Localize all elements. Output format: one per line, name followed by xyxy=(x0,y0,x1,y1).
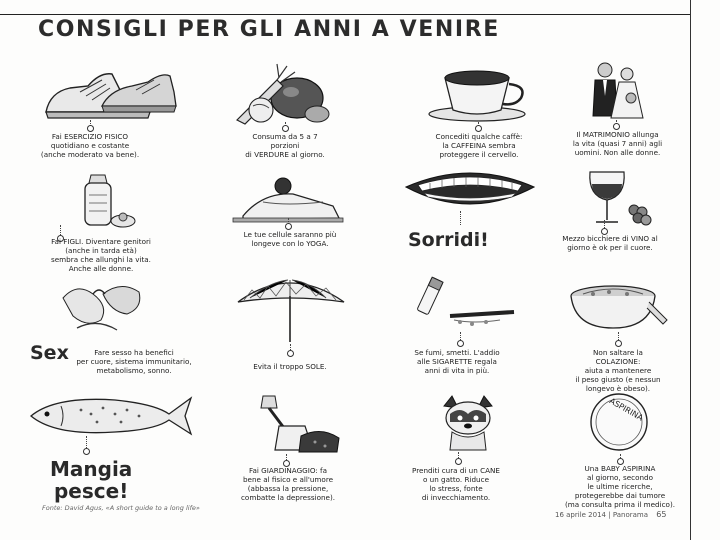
footer-separator: | xyxy=(608,511,611,519)
tip-yoga xyxy=(210,172,370,272)
tip-caption: Fai GIARDINAGGIO: fa bene al fisico e all'umore (abbassa la pressione, combatte la depressione). xyxy=(240,466,336,502)
wedding-couple-icon xyxy=(581,60,651,124)
pointer-dot xyxy=(457,340,464,347)
top-rule xyxy=(0,14,690,15)
tip-headline: Sorridi! xyxy=(408,229,489,251)
tip-vegetables xyxy=(205,62,365,162)
tip-caption: Fai ESERCIZIO FISICO quotidiano e costante (anche moderato va bene). xyxy=(40,132,140,159)
cigarette-icon xyxy=(404,272,524,334)
tip-caption: Prenditi cura di un CANE o un gatto. Riduce lo stress, fonte di invecchiamento. xyxy=(412,466,500,502)
tip-aspirin xyxy=(540,388,700,509)
lingerie-icon xyxy=(57,272,147,334)
tip-marriage xyxy=(540,60,700,160)
tip-caption: Concediti qualche caffè: la CAFFEINA sembra proteggere il cervello. xyxy=(435,132,523,159)
pointer-dot xyxy=(287,350,294,357)
tip-breakfast xyxy=(540,272,700,392)
pointer-line xyxy=(460,211,461,225)
page-title: CONSIGLI PER GLI ANNI A VENIRE xyxy=(38,17,500,42)
tip-pet xyxy=(388,392,548,502)
tip-headline: Mangia pesce! xyxy=(50,457,133,503)
tip-caption: Il MATRIMONIO allunga la vita (quasi 7 anni) agli uomini. Non alle donne. xyxy=(572,130,663,157)
breakfast-bowl-icon xyxy=(563,276,673,336)
pointer-dot xyxy=(285,223,292,230)
issue-date: 16 aprile 2014 xyxy=(555,511,606,519)
page-number: 65 xyxy=(656,510,667,519)
tip-caption: Fare sesso ha benefici per cuore, sistema immunitario, metabolismo, sonno. xyxy=(76,348,192,375)
coffee-cup-icon xyxy=(423,66,533,122)
vegetables-icon xyxy=(217,62,337,126)
tip-children xyxy=(30,165,190,275)
aspirin-label: ASPIRINA xyxy=(607,396,645,423)
tip-exercise xyxy=(30,62,190,162)
tip-sex xyxy=(30,272,190,382)
tip-caption: Evita il troppo SOLE. xyxy=(253,362,327,371)
pointer-dot xyxy=(615,340,622,347)
pointer-dot xyxy=(613,123,620,130)
tip-fish xyxy=(28,392,188,512)
tip-caption: Le tue cellule saranno più longeve con lo YOGA. xyxy=(243,230,337,248)
baby-bottle-icon xyxy=(77,165,143,231)
pointer-dot xyxy=(282,125,289,132)
source-note: Fonte: David Agus, «A short guide to a long life» xyxy=(42,504,200,512)
tip-sun xyxy=(210,272,370,382)
pointer-dot xyxy=(475,125,482,132)
tip-caption: Se fumi, smetti. L'addio alle SIGARETTE regala anni di vita in più. xyxy=(414,348,500,375)
tip-caption: Fai FIGLI. Diventare genitori (anche in tarda età) sembra che allunghi la vita. Anche alle donne. xyxy=(51,237,151,273)
pointer-dot xyxy=(87,125,94,132)
tip-smile xyxy=(390,165,550,265)
tip-caption: Mezzo bicchiere di VINO al giorno è ok per il cuore. xyxy=(562,234,658,252)
tip-headline: Sex xyxy=(30,342,69,364)
smile-icon xyxy=(400,165,540,213)
tip-gardening xyxy=(210,392,370,502)
wine-glass-icon xyxy=(580,168,660,230)
garden-shovel-icon xyxy=(235,392,345,456)
tip-caption: Non saltare la COLAZIONE: aiuta a mantenere il peso giusto (e nessun longevo è obeso). xyxy=(575,348,661,393)
tip-caption: Consuma da 5 a 7 porzioni di VERDURE al giorno. xyxy=(245,132,325,159)
tip-wine xyxy=(540,168,700,268)
tip-caption: Una BABY ASPIRINA al giorno, secondo le ultime ricerche, protegerebbe dai tumore (ma consulta prima il medico). xyxy=(564,464,676,509)
puppy-icon xyxy=(428,392,508,454)
tip-cigarette xyxy=(390,272,550,382)
pointer-dot xyxy=(455,458,462,465)
page-footer xyxy=(555,510,666,519)
sneakers-icon xyxy=(40,62,180,124)
pointer-dot xyxy=(83,448,90,455)
aspirin-pill-icon xyxy=(585,388,655,454)
fish-icon xyxy=(25,392,195,440)
magazine-name: Panorama xyxy=(612,511,649,519)
umbrella-icon xyxy=(230,272,350,344)
tip-coffee xyxy=(388,62,548,162)
